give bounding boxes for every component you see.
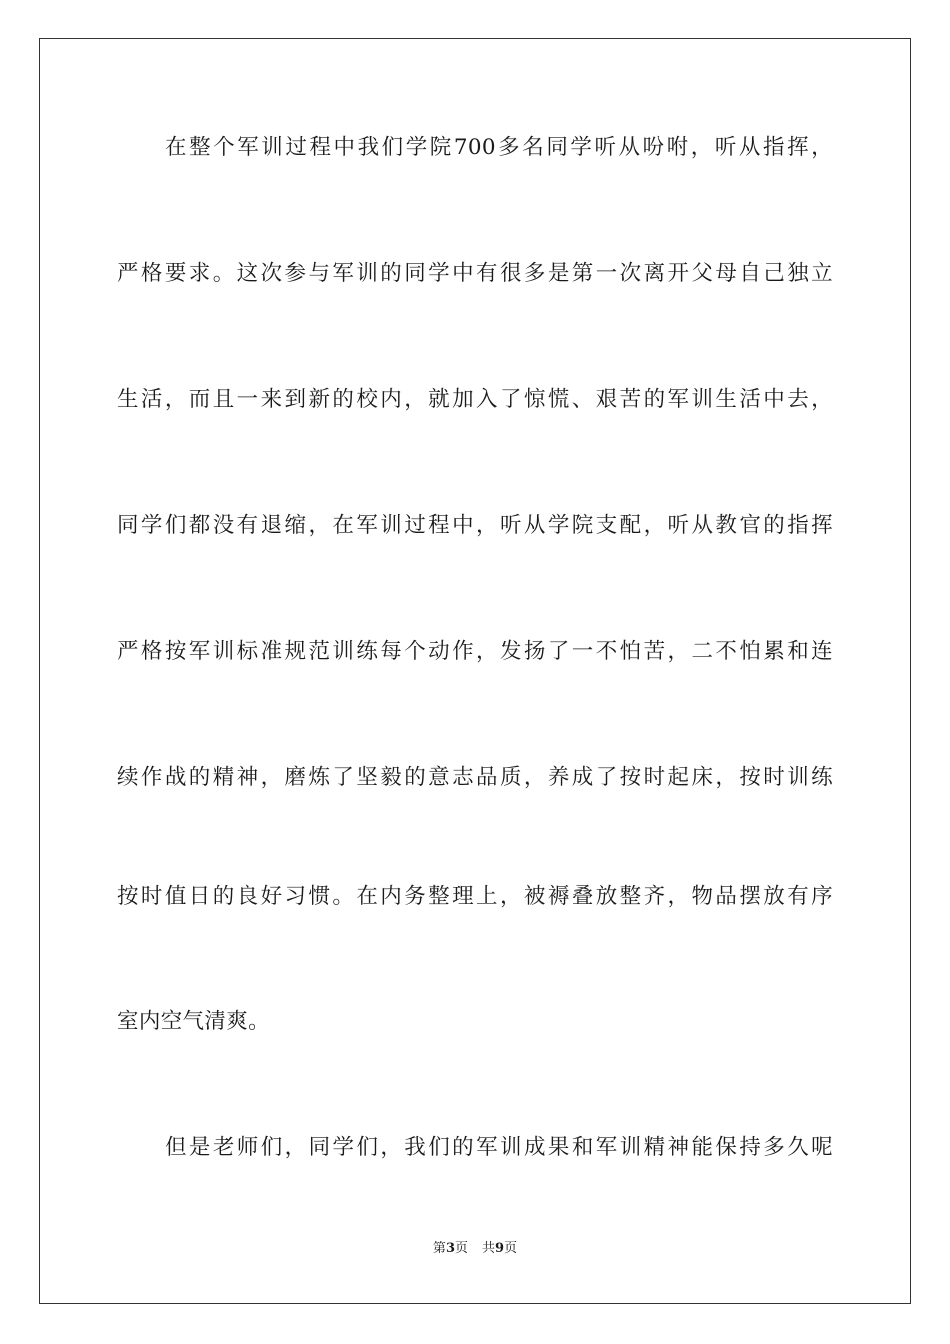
footer-page-total: 9 (495, 1241, 505, 1256)
paragraph-1-line-8: 室内空气清爽。 (117, 1009, 270, 1034)
page-footer (0, 1240, 950, 1258)
page-border (39, 38, 911, 1304)
paragraph-1-line-3: 生活，而且一来到新的校内，就加入了惊慌、艰苦的军训生活中去， (117, 387, 833, 412)
paragraph-2-line-1: 但是老师们，同学们，我们的军训成果和军训精神能保持多久呢 (165, 1135, 833, 1160)
footer-total-suffix: 页 (504, 1241, 518, 1256)
paragraph-1-line-6: 续作战的精神，磨炼了坚毅的意志品质，养成了按时起床，按时训练 (117, 765, 833, 790)
paragraph-1-line-7: 按时值日的良好习惯。在内务整理上，被褥叠放整齐，物品摆放有序 (117, 884, 833, 909)
footer-page-current: 3 (445, 1241, 455, 1256)
paragraph-1-line-2: 严格要求。这次参与军训的同学中有很多是第一次离开父母自己独立 (117, 261, 833, 286)
footer-total-prefix: 共 (482, 1241, 496, 1256)
footer-page-suffix: 页 (454, 1241, 468, 1256)
footer-page-prefix: 第 (432, 1241, 446, 1256)
paragraph-1-line-1: 在整个军训过程中我们学院700多名同学听从吩咐，听从指挥， (165, 135, 833, 160)
paragraph-1-line-4: 同学们都没有退缩，在军训过程中，听从学院支配，听从教官的指挥 (117, 513, 833, 538)
paragraph-1-line-5: 严格按军训标准规范训练每个动作，发扬了一不怕苦，二不怕累和连 (117, 639, 833, 664)
